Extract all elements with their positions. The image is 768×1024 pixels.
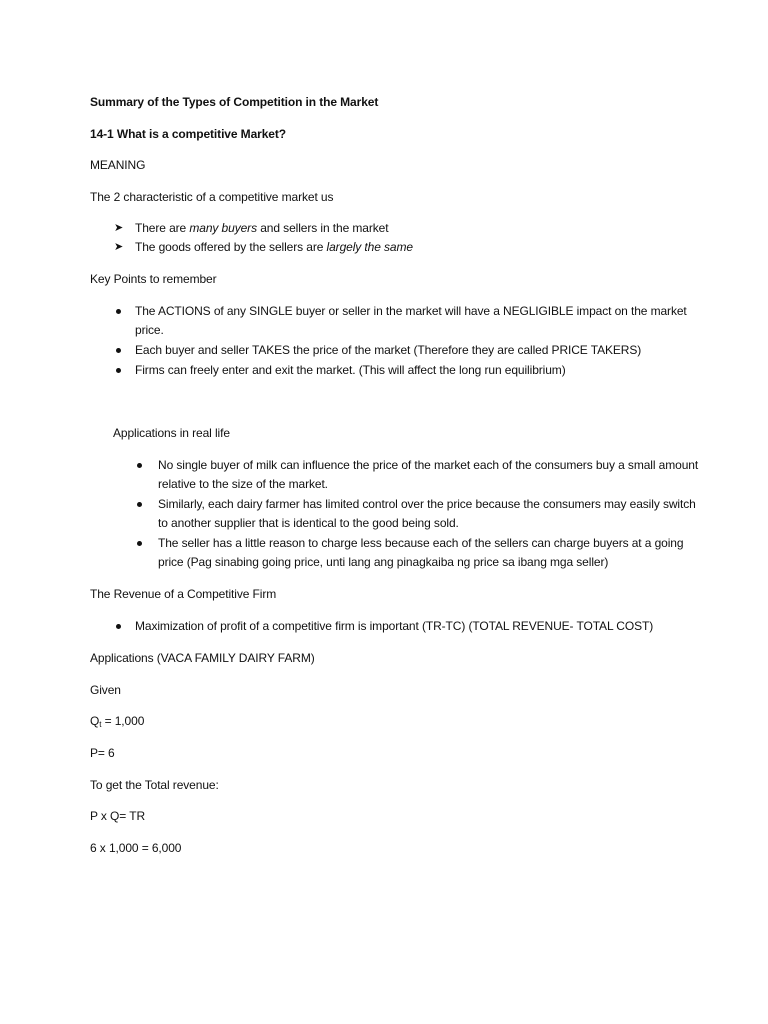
given-label: Given: [90, 683, 121, 697]
arrow-bullet-icon: ➤: [114, 241, 124, 253]
applications-farm: Applications (VACA FAMILY DAIRY FARM): [90, 651, 315, 665]
application-line: to another supplier that is identical to the good being sold.: [158, 516, 459, 530]
characteristic-emphasis: many buyers: [189, 221, 257, 235]
section-heading: 14-1 What is a competitive Market?: [90, 127, 286, 141]
quantity-line: [90, 714, 144, 728]
bullet-dot-icon: [116, 368, 121, 373]
bullet-dot-icon: [116, 624, 121, 629]
calculation-line: 6 x 1,000 = 6,000: [90, 841, 182, 855]
applications-label: Applications in real life: [113, 426, 230, 440]
formula-line: P x Q= TR: [90, 809, 146, 823]
arrow-bullet-icon: ➤: [114, 222, 124, 234]
application-line: Similarly, each dairy farmer has limited control over the price because the consumers may easily switch: [158, 497, 696, 511]
key-point-line: The ACTIONS of any SINGLE buyer or seller in the market will have a NEGLIGIBLE impact on the market: [135, 304, 687, 318]
key-points-label: Key Points to remember: [90, 272, 217, 286]
meaning-label: MEANING: [90, 158, 146, 172]
bullet-dot-icon: [137, 463, 142, 468]
application-line: relative to the size of the market.: [158, 477, 328, 491]
key-point-line: Each buyer and seller TAKES the price of the market (Therefore they are called PRICE TAKERS): [135, 343, 642, 357]
application-line: The seller has a little reason to charge less because each of the sellers can charge buyers at a going: [158, 536, 684, 550]
application-line: price (Pag sinabing going price, unti lang ang pinagkaiba ng price sa ibang mga seller): [158, 555, 609, 569]
quantity-value: = 1,000: [101, 714, 145, 728]
key-point-line: Firms can freely enter and exit the market. (This will affect the long run equilibrium): [135, 363, 566, 377]
characteristic-text: There are: [135, 221, 190, 235]
quantity-subscript: t: [99, 720, 102, 729]
characteristic-text: and sellers in the market: [256, 221, 389, 235]
bullet-dot-icon: [137, 502, 142, 507]
quantity-symbol: Q: [90, 714, 100, 728]
characteristics-intro: The 2 characteristic of a competitive market us: [90, 190, 334, 204]
revenue-point: Maximization of profit of a competitive firm is important (TR-TC) (TOTAL REVENUE- TOTAL COST): [135, 619, 654, 633]
application-line: No single buyer of milk can influence the price of the market each of the consumers buy a small amount: [158, 458, 699, 472]
characteristic-item: [135, 240, 413, 254]
characteristic-emphasis: largely the same: [326, 240, 413, 254]
characteristic-text: The goods offered by the sellers are: [135, 240, 327, 254]
bullet-dot-icon: [116, 309, 121, 314]
total-revenue-label: To get the Total revenue:: [90, 778, 219, 792]
document-title: Summary of the Types of Competition in the Market: [90, 95, 379, 109]
revenue-heading: The Revenue of a Competitive Firm: [90, 587, 277, 601]
key-point-line: price.: [135, 323, 164, 337]
bullet-dot-icon: [137, 541, 142, 546]
bullet-dot-icon: [116, 348, 121, 353]
price-line: P= 6: [90, 746, 115, 760]
characteristic-item: [135, 221, 388, 235]
